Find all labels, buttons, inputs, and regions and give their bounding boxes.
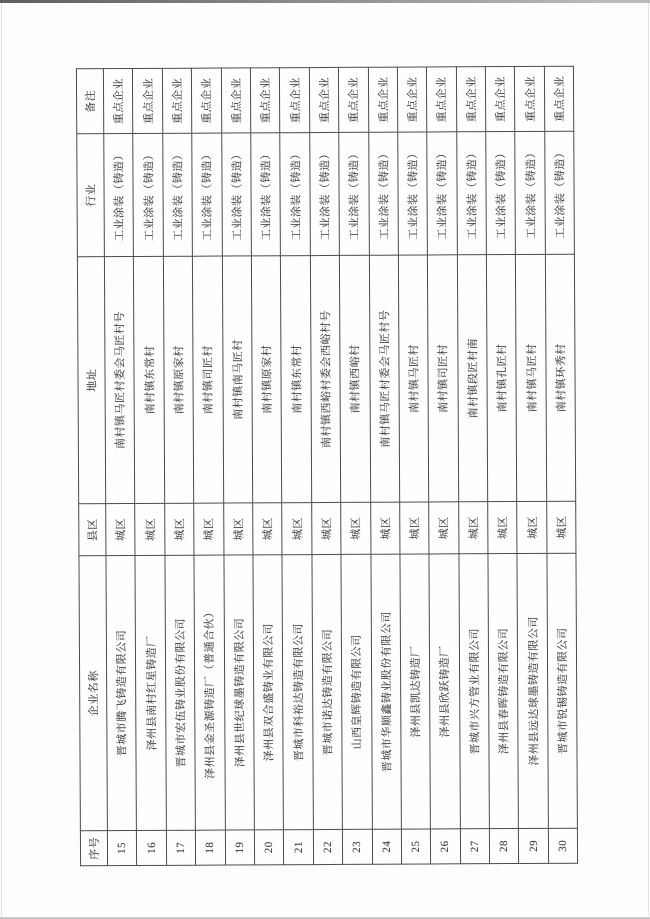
- cell-seq: 26: [431, 829, 461, 864]
- cell-company: 晋城市锐锡铸造有限公司: [547, 553, 578, 828]
- table-upright-wrapper: [76, 67, 577, 867]
- cell-county: 城区: [400, 502, 430, 554]
- cell-industry: 工业涂装（铸造）: [280, 133, 310, 256]
- cell-industry: 工业涂装（铸造）: [545, 131, 575, 254]
- cell-seq: 22: [313, 829, 343, 864]
- scan-edge-right: [648, 3, 649, 916]
- cell-company: 晋城市兴方管业有限公司: [459, 554, 490, 829]
- cell-company: 晋城市诺达铸造有限公司: [312, 554, 343, 829]
- cell-address: 南村镇原家村: [251, 256, 282, 503]
- table-body: [103, 66, 577, 865]
- cell-company: 泽州县世纪球墨铸造有限公司: [224, 555, 255, 830]
- cell-industry: 工业涂装（铸造）: [515, 131, 545, 254]
- cell-industry: 工业涂装（铸造）: [221, 133, 251, 256]
- cell-remark: 重点企业: [339, 67, 369, 132]
- cell-remark: 重点企业: [427, 67, 457, 132]
- cell-seq: 30: [548, 828, 578, 863]
- cell-county: 城区: [488, 502, 518, 554]
- cell-industry: 工业涂装（铸造）: [104, 134, 134, 257]
- cell-remark: 重点企业: [456, 67, 486, 132]
- cell-remark: 重点企业: [133, 68, 163, 133]
- cell-remark: 重点企业: [280, 68, 310, 133]
- table-row: [309, 67, 343, 864]
- table-row: [368, 67, 402, 864]
- cell-seq: 15: [107, 830, 137, 865]
- cell-seq: 28: [489, 828, 519, 863]
- cell-address: 南村镇马匠村: [516, 254, 547, 501]
- cell-county: 城区: [517, 501, 547, 553]
- cell-county: 城区: [253, 503, 283, 555]
- cell-address: 南村镇段匠村南: [457, 255, 488, 502]
- cell-county: 城区: [106, 504, 136, 556]
- cell-remark: 重点企业: [250, 68, 280, 133]
- cell-county: 城区: [194, 503, 224, 555]
- cell-address: 南村镇司匠村: [193, 256, 224, 503]
- cell-industry: 工业涂装（铸造）: [339, 132, 369, 255]
- cell-address: 南村镇马匠村: [398, 255, 429, 502]
- table-row: [485, 67, 519, 864]
- cell-remark: 重点企业: [221, 68, 251, 133]
- cell-address: 南村镇司匠村: [428, 255, 459, 502]
- cell-address: 南村镇西峪村: [340, 255, 371, 502]
- cell-company: 泽州县凯达铸造厂: [400, 554, 431, 829]
- cell-company: 泽州县春晖铸造有限公司: [488, 554, 519, 829]
- cell-county: 城区: [547, 501, 577, 553]
- cell-industry: 工业涂装（铸造）: [398, 132, 428, 255]
- cell-seq: 23: [343, 829, 373, 864]
- table-row: [544, 66, 578, 863]
- cell-company: 泽州县远达球墨铸造有限公司: [517, 553, 548, 828]
- scan-edge-left: [1, 3, 2, 916]
- cell-address: 南村镇马匠村委会马匠村号: [104, 257, 135, 504]
- rotated-table-region: [76, 67, 577, 867]
- cell-remark: 重点企业: [397, 67, 427, 132]
- cell-industry: 工业涂装（铸造）: [456, 132, 486, 255]
- cell-company: 泽州县欣跃铸造厂: [429, 554, 460, 829]
- cell-seq: 25: [401, 829, 431, 864]
- cell-address: 南村镇马匠村委会马匠村号: [369, 255, 400, 502]
- cell-industry: 工业涂装（铸造）: [163, 133, 193, 256]
- cell-county: 城区: [223, 503, 253, 555]
- column-header-county: 县区: [79, 504, 106, 556]
- cell-seq: 21: [284, 830, 314, 865]
- cell-seq: 18: [196, 830, 226, 865]
- cell-remark: 重点企业: [192, 68, 222, 133]
- column-header-seq: 序号: [80, 831, 107, 866]
- cell-address: 南村镇东常村: [281, 256, 312, 503]
- cell-seq: 19: [225, 830, 255, 865]
- cell-industry: 工业涂装（铸造）: [486, 132, 516, 255]
- cell-remark: 重点企业: [103, 69, 133, 134]
- cell-county: 城区: [341, 502, 371, 554]
- cell-industry: 工业涂装（铸造）: [309, 132, 339, 255]
- cell-address: 南村镇孔匠村: [486, 255, 517, 502]
- cell-industry: 工业涂装（铸造）: [368, 132, 398, 255]
- cell-company: 泽州县南村红星铸造厂: [135, 555, 166, 830]
- cell-company: 山西皇辉铸造有限公司: [341, 554, 372, 829]
- cell-company: 晋城市科裕达铸造有限公司: [282, 555, 313, 830]
- table-row: [515, 66, 549, 863]
- cell-county: 城区: [135, 503, 165, 555]
- cell-industry: 工业涂装（铸造）: [192, 133, 222, 256]
- column-header-company: 企业名称: [79, 556, 107, 831]
- cell-remark: 重点企业: [485, 67, 515, 132]
- cell-county: 城区: [311, 502, 341, 554]
- cell-industry: 工业涂装（铸造）: [427, 132, 457, 255]
- cell-address: 南村镇原家村: [163, 256, 194, 503]
- cell-address: 南村镇南马匠村: [222, 256, 253, 503]
- table-row: [339, 67, 373, 864]
- table-row: [192, 68, 226, 865]
- cell-company: 泽州县双合盛铸业有限公司: [253, 555, 284, 830]
- table-row: [162, 68, 196, 865]
- cell-company: 晋城市腾飞铸造有限公司: [106, 556, 137, 831]
- table-row: [397, 67, 431, 864]
- cell-address: 南村镇环秀村: [545, 254, 576, 501]
- cell-county: 城区: [370, 502, 400, 554]
- table-row: [280, 68, 314, 865]
- column-header-address: 地址: [77, 257, 105, 504]
- cell-address: 南村镇西峪村委会西峪村号: [310, 255, 341, 502]
- cell-county: 城区: [282, 503, 312, 555]
- cell-county: 城区: [429, 502, 459, 554]
- cell-address: 南村镇东常村: [134, 256, 165, 503]
- cell-seq: 20: [254, 830, 284, 865]
- enterprise-table: [76, 66, 578, 867]
- cell-industry: 工业涂装（铸造）: [251, 133, 281, 256]
- table-row: [103, 69, 137, 866]
- cell-seq: 16: [137, 830, 167, 865]
- table-row: [456, 67, 490, 864]
- cell-remark: 重点企业: [368, 67, 398, 132]
- cell-seq: 24: [372, 829, 402, 864]
- cell-seq: 29: [519, 828, 549, 863]
- scan-edge-top: [0, 0, 650, 3]
- column-header-industry: 行业: [77, 134, 105, 257]
- table-row: [427, 67, 461, 864]
- cell-industry: 工业涂装（铸造）: [133, 133, 163, 256]
- table-row: [221, 68, 255, 865]
- column-header-remark: 备注: [76, 69, 103, 134]
- cell-seq: 27: [460, 829, 490, 864]
- cell-company: 晋城市华顺鑫铸业股份有限公司: [370, 554, 401, 829]
- cell-remark: 重点企业: [544, 66, 574, 131]
- table-row: [133, 68, 167, 865]
- cell-remark: 重点企业: [162, 68, 192, 133]
- cell-remark: 重点企业: [515, 66, 545, 131]
- cell-county: 城区: [164, 503, 194, 555]
- table-row: [250, 68, 284, 865]
- table-header-row: [76, 69, 107, 866]
- cell-company: 泽州县金圣源铸造厂（普通合伙）: [194, 555, 225, 830]
- cell-remark: 重点企业: [309, 67, 339, 132]
- cell-company: 晋城市宏伍铸业股份有限公司: [165, 555, 196, 830]
- header-row: [76, 69, 107, 866]
- cell-county: 城区: [458, 502, 488, 554]
- cell-seq: 17: [166, 830, 196, 865]
